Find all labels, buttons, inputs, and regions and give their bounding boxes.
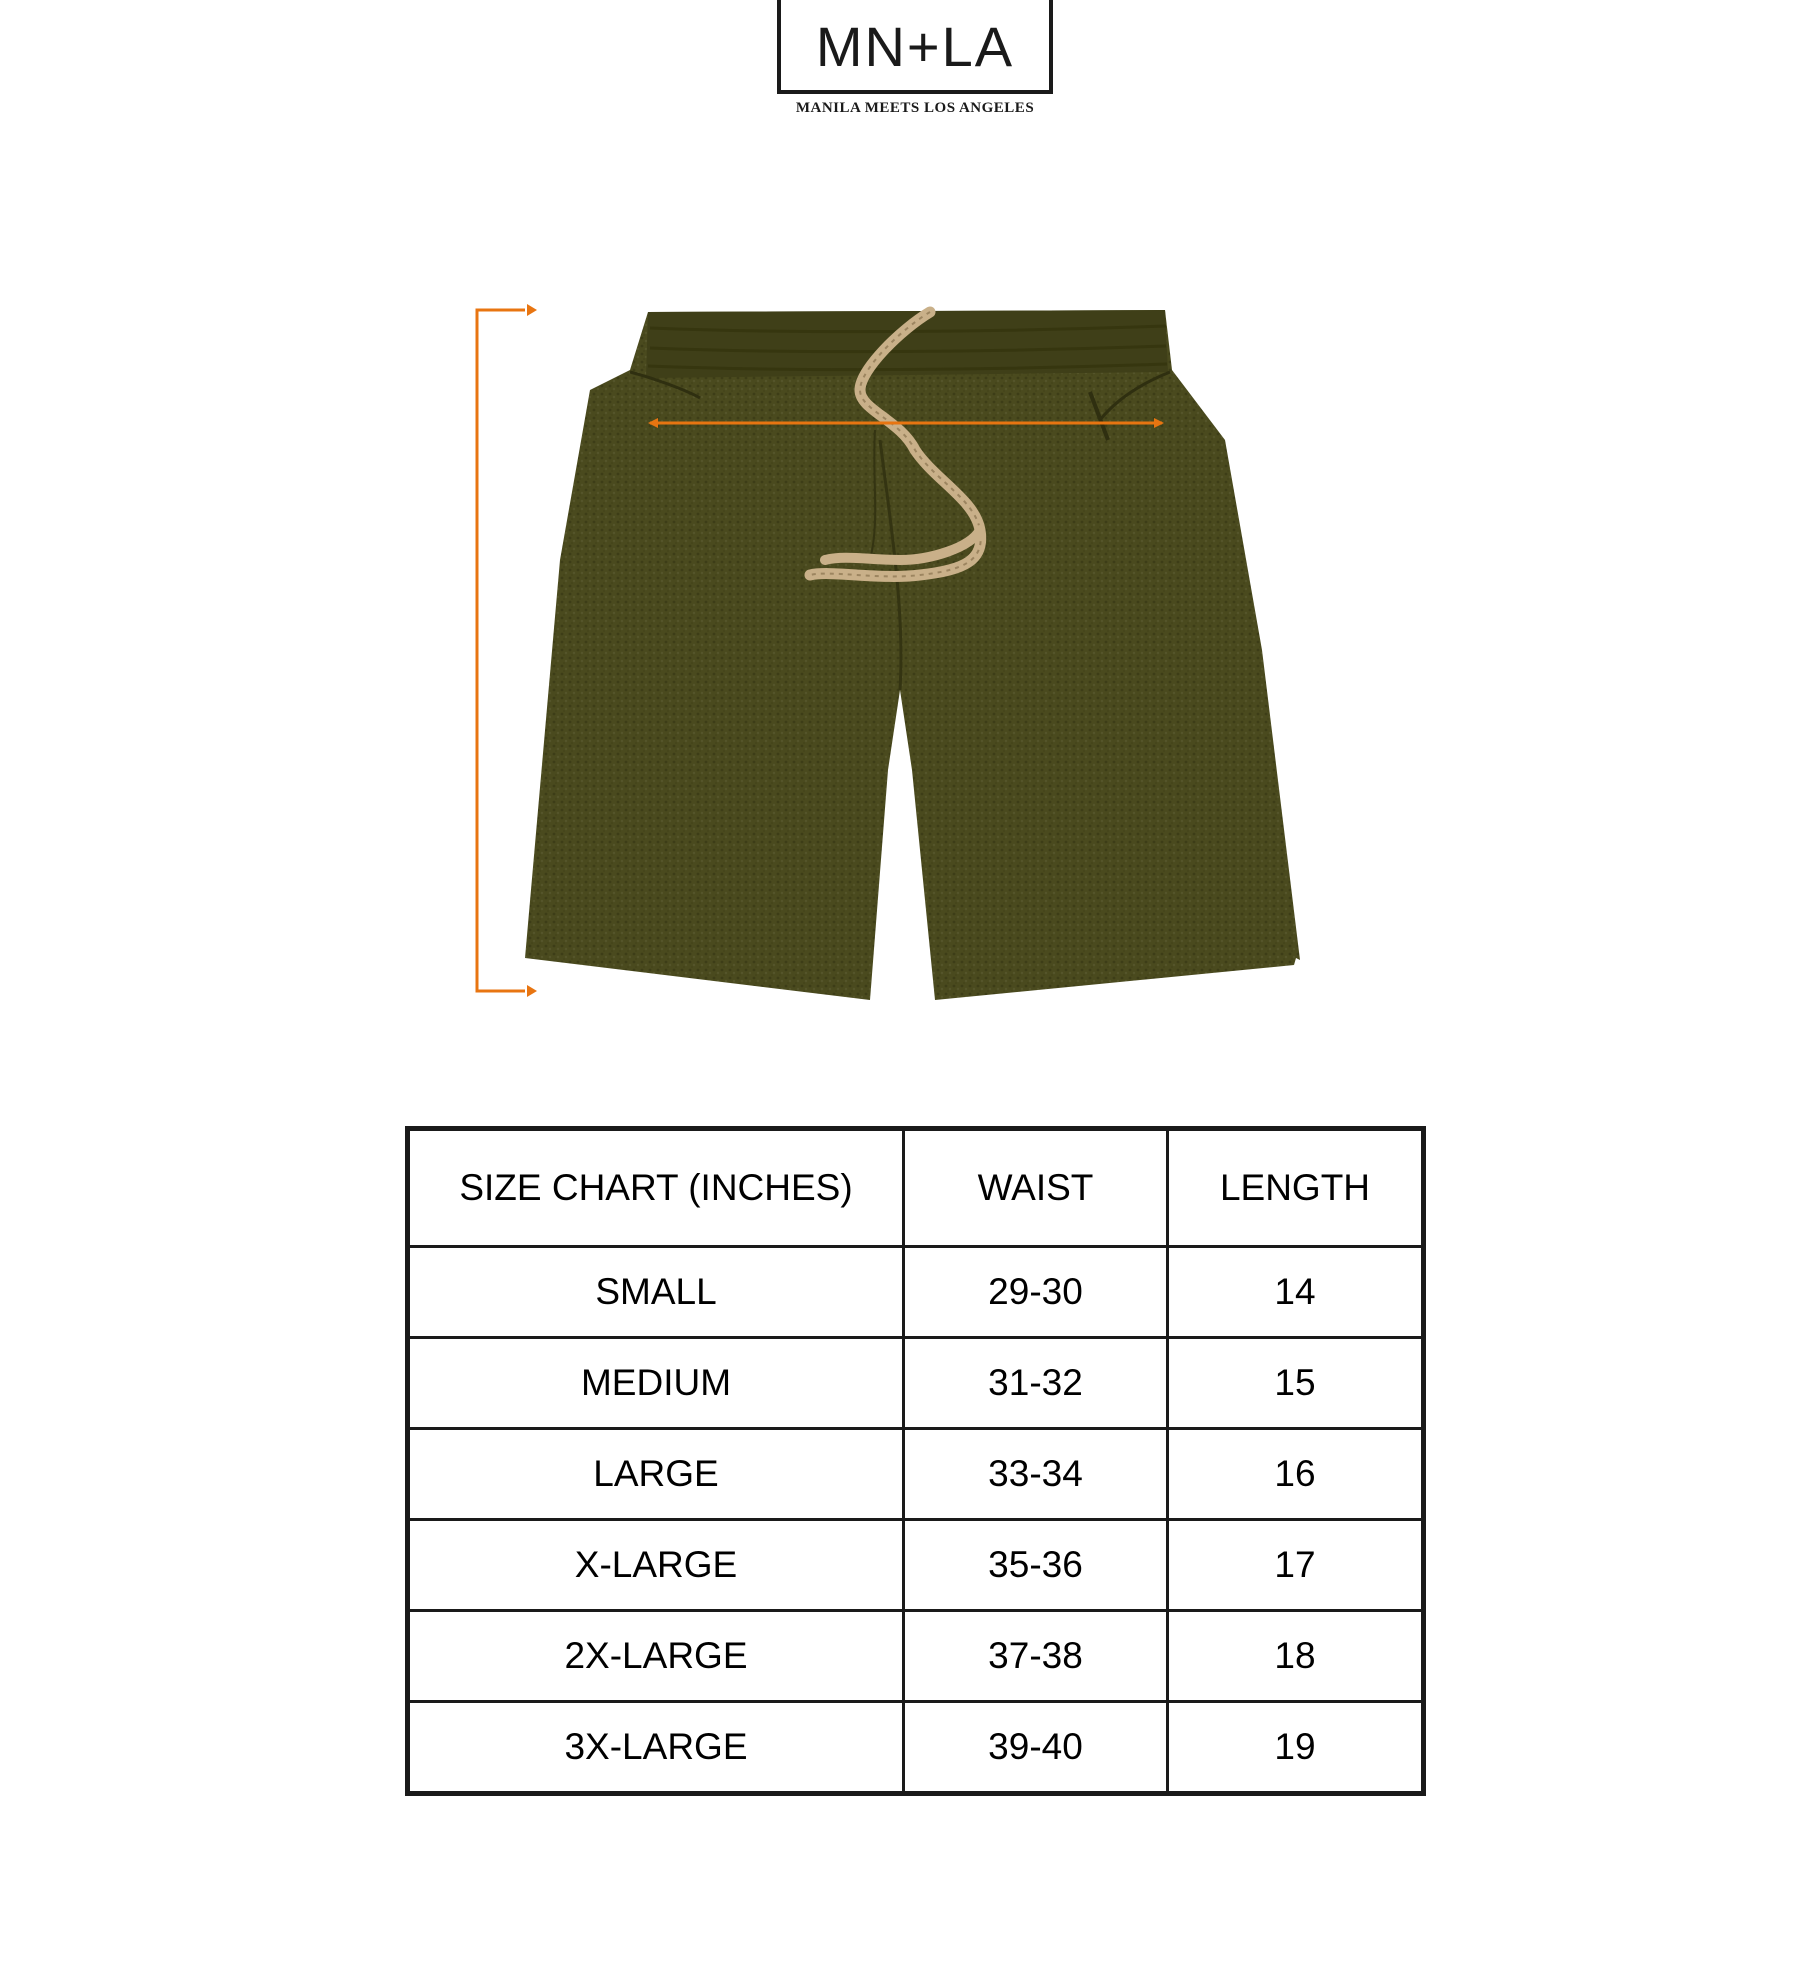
table-row <box>408 1520 1424 1611</box>
length-measure-arrow <box>477 304 537 997</box>
size-cell: X-LARGE <box>408 1520 904 1611</box>
waist-cell: 33-34 <box>904 1429 1168 1520</box>
waist-cell: 35-36 <box>904 1520 1168 1611</box>
header-size-chart: SIZE CHART (INCHES) <box>408 1129 904 1247</box>
waist-cell: 39-40 <box>904 1702 1168 1794</box>
waist-cell: 37-38 <box>904 1611 1168 1702</box>
size-cell: 3X-LARGE <box>408 1702 904 1794</box>
table-row <box>408 1611 1424 1702</box>
table-row <box>408 1702 1424 1794</box>
shorts-image <box>525 310 1300 1000</box>
length-cell: 17 <box>1168 1520 1424 1611</box>
header-length: LENGTH <box>1168 1129 1424 1247</box>
table-row <box>408 1429 1424 1520</box>
size-cell: LARGE <box>408 1429 904 1520</box>
header-waist: WAIST <box>904 1129 1168 1247</box>
length-cell: 19 <box>1168 1702 1424 1794</box>
logo-text: MN+LA <box>815 15 1015 78</box>
length-cell: 16 <box>1168 1429 1424 1520</box>
table-row <box>408 1338 1424 1429</box>
size-chart-header-row <box>408 1129 1424 1247</box>
brand-tagline: MANILA MEETS LOS ANGELES <box>795 100 1035 116</box>
size-cell: MEDIUM <box>408 1338 904 1429</box>
length-cell: 15 <box>1168 1338 1424 1429</box>
waist-cell: 31-32 <box>904 1338 1168 1429</box>
length-cell: 14 <box>1168 1247 1424 1338</box>
size-chart-table <box>405 1126 1426 1796</box>
size-cell: 2X-LARGE <box>408 1611 904 1702</box>
table-row <box>408 1247 1424 1338</box>
length-cell: 18 <box>1168 1611 1424 1702</box>
size-cell: SMALL <box>408 1247 904 1338</box>
waist-cell: 29-30 <box>904 1247 1168 1338</box>
